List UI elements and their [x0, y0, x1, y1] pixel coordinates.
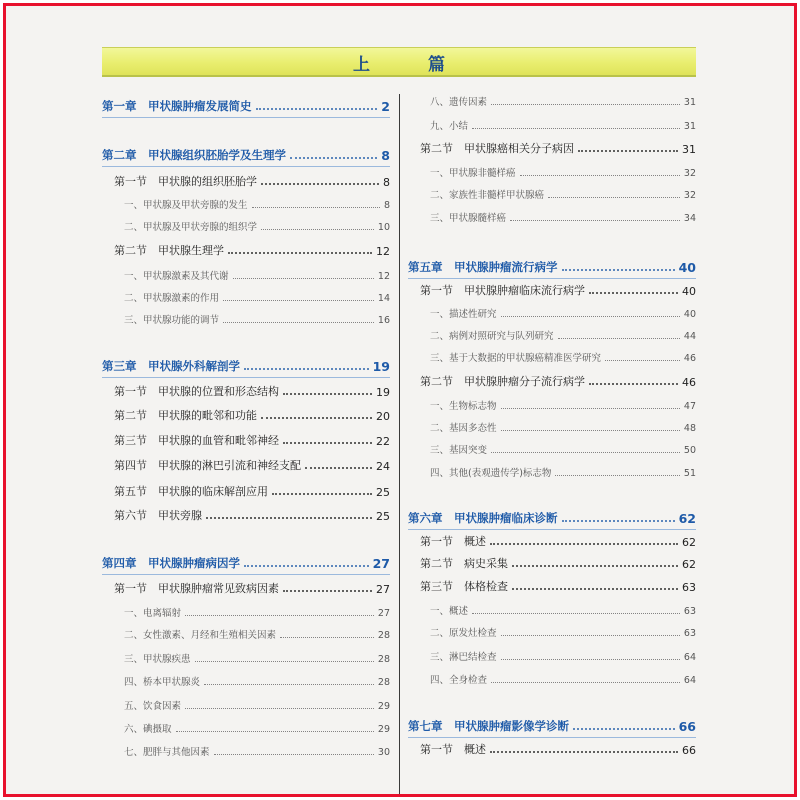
toc-entry-title: 第四章 甲状腺肿瘤病因学	[102, 556, 240, 570]
toc-entry-title: 五、饮食因素	[124, 701, 182, 712]
toc-sub-entry[interactable]	[408, 668, 696, 686]
toc-entry-title: 第一节 甲状腺的组织胚胎学	[114, 175, 257, 188]
toc-entry-title: 第一节 甲状腺的位置和形态结构	[114, 385, 279, 398]
dot-leader	[472, 128, 680, 129]
toc-sub-entry[interactable]	[408, 394, 696, 412]
dot-leader	[578, 150, 678, 152]
toc-entry-page: 62	[678, 511, 696, 526]
toc-sub-entry[interactable]	[102, 694, 390, 712]
toc-entry-title: 第三章 甲状腺外科解剖学	[102, 359, 240, 373]
toc-entry-title: 三、甲状腺疾患	[124, 654, 191, 665]
toc-entry-title: 第六节 甲状旁腺	[114, 509, 202, 522]
dot-leader	[283, 393, 372, 395]
toc-entry-title: 第五节 甲状腺的临床解剖应用	[114, 485, 268, 498]
dot-leader	[206, 517, 372, 519]
toc-entry-page: 12	[376, 245, 390, 258]
toc-entry-page: 63	[683, 606, 696, 617]
toc-entry-page: 8	[383, 200, 390, 211]
toc-entry-title: 二、甲状腺及甲状旁腺的组织学	[124, 222, 258, 233]
toc-section-entry[interactable]	[102, 381, 390, 399]
toc-entry-title: 九、小结	[430, 121, 469, 132]
toc-entry-title: 第三节 甲状腺的血管和毗邻神经	[114, 434, 279, 447]
toc-entry-title: 第七章 甲状腺肿瘤影像学诊断	[408, 719, 569, 733]
toc-entry-page: 62	[682, 536, 696, 549]
toc-entry-title: 一、概述	[430, 606, 469, 617]
dot-leader	[261, 183, 379, 185]
dot-leader	[305, 467, 372, 469]
toc-entry-page: 2	[381, 99, 390, 114]
toc-entry-page: 8	[381, 148, 390, 163]
dot-leader	[512, 565, 678, 567]
toc-sub-entry[interactable]	[408, 645, 696, 663]
toc-sub-entry[interactable]	[102, 740, 390, 758]
toc-entry-page: 64	[683, 675, 696, 686]
dot-leader	[512, 588, 678, 590]
toc-entry-page: 25	[376, 510, 390, 523]
toc-section-entry[interactable]	[408, 739, 696, 757]
toc-entry-title: 第二节 甲状腺肿瘤分子流行病学	[420, 375, 585, 388]
toc-entry-title: 一、甲状腺激素及其代谢	[124, 271, 229, 282]
toc-entry-title: 第二节 病史采集	[420, 557, 508, 570]
dot-leader	[244, 368, 369, 370]
toc-entry-page: 66	[678, 719, 696, 734]
toc-entry-title: 二、家族性非髓样甲状腺癌	[430, 190, 545, 201]
toc-section-entry[interactable]	[102, 430, 390, 448]
toc-entry-title: 六、碘摄取	[124, 724, 172, 735]
dot-leader	[510, 220, 680, 221]
dot-leader	[491, 682, 680, 683]
toc-entry-page: 66	[682, 744, 696, 757]
toc-entry-page: 8	[383, 176, 390, 189]
dot-leader	[261, 229, 374, 230]
toc-entry-title: 一、描述性研究	[430, 309, 497, 320]
toc-entry-page: 40	[682, 285, 696, 298]
dot-leader	[283, 590, 372, 592]
toc-entry-page: 27	[372, 556, 390, 571]
dot-leader	[223, 300, 374, 301]
toc-entry-title: 一、甲状腺非髓样癌	[430, 168, 516, 179]
toc-entry-page: 34	[683, 213, 696, 224]
toc-entry-title: 第五章 甲状腺肿瘤流行病学	[408, 260, 558, 274]
toc-entry-page: 28	[377, 630, 390, 641]
dot-leader	[280, 637, 374, 638]
dot-leader	[573, 728, 675, 730]
toc-entry-page: 29	[377, 724, 390, 735]
toc-entry-title: 四、桥本甲状腺炎	[124, 677, 201, 688]
column-divider	[399, 94, 400, 794]
toc-entry-page: 50	[683, 445, 696, 456]
dot-leader	[589, 383, 678, 385]
toc-entry-page: 16	[377, 315, 390, 326]
toc-sub-entry[interactable]	[408, 461, 696, 479]
toc-entry-page: 28	[377, 677, 390, 688]
dot-leader	[185, 708, 374, 709]
toc-sub-entry[interactable]	[102, 308, 390, 326]
dot-leader	[244, 565, 369, 567]
toc-sub-entry[interactable]	[102, 215, 390, 233]
toc-section-entry[interactable]	[102, 405, 390, 423]
toc-section-entry[interactable]	[102, 578, 390, 596]
toc-sub-entry[interactable]	[408, 161, 696, 179]
toc-sub-entry[interactable]	[408, 114, 696, 132]
dot-leader	[252, 207, 380, 208]
toc-sub-entry[interactable]	[408, 416, 696, 434]
toc-entry-title: 第一章 甲状腺肿瘤发展简史	[102, 99, 252, 113]
toc-entry-title: 八、遗传因素	[430, 97, 488, 108]
toc-sub-entry[interactable]	[102, 193, 390, 211]
toc-entry-title: 三、甲状腺髓样癌	[430, 213, 507, 224]
toc-entry-title: 第二节 甲状腺的毗邻和功能	[114, 409, 257, 422]
toc-entry-title: 第六章 甲状腺肿瘤临床诊断	[408, 511, 558, 525]
toc-entry-page: 40	[678, 260, 696, 275]
toc-entry-title: 三、基于大数据的甲状腺癌精准医学研究	[430, 353, 602, 364]
dot-leader	[490, 751, 678, 753]
toc-entry-page: 31	[683, 121, 696, 132]
toc-entry-title: 第二节 甲状腺癌相关分子病因	[420, 142, 574, 155]
toc-section-entry[interactable]	[102, 481, 390, 499]
toc-entry-page: 12	[377, 271, 390, 282]
toc-entry-page: 32	[683, 190, 696, 201]
toc-entry-title: 七、肥胖与其他因素	[124, 747, 210, 758]
toc-entry-page: 28	[377, 654, 390, 665]
toc-entry-title: 二、基因多态性	[430, 423, 497, 434]
toc-section-entry[interactable]	[408, 138, 696, 156]
toc-sub-entry[interactable]	[102, 717, 390, 735]
toc-entry-page: 46	[683, 353, 696, 364]
dot-leader	[176, 731, 374, 732]
toc-entry-title: 四、其他(表观遗传学)标志物	[430, 468, 552, 479]
toc-entry-title: 第二章 甲状腺组织胚胎学及生理学	[102, 148, 286, 162]
toc-chapter-entry[interactable]	[408, 716, 696, 734]
toc-entry-page: 40	[683, 309, 696, 320]
toc-entry-page: 32	[683, 168, 696, 179]
toc-entry-page: 27	[377, 608, 390, 619]
toc-sub-entry[interactable]	[102, 670, 390, 688]
toc-entry-title: 第一节 概述	[420, 535, 486, 548]
dot-leader	[605, 360, 680, 361]
toc-entry-page: 31	[682, 143, 696, 156]
dot-leader	[228, 252, 372, 254]
toc-sub-entry[interactable]	[408, 90, 696, 108]
toc-section-entry[interactable]	[102, 505, 390, 523]
toc-sub-entry[interactable]	[408, 302, 696, 320]
dot-leader	[472, 613, 680, 614]
toc-section-entry[interactable]	[102, 171, 390, 189]
toc-section-entry[interactable]	[408, 531, 696, 549]
dot-leader	[589, 292, 678, 294]
dot-leader	[491, 104, 680, 105]
dot-leader	[261, 417, 372, 419]
toc-entry-page: 62	[682, 558, 696, 571]
toc-entry-title: 一、甲状腺及甲状旁腺的发生	[124, 200, 248, 211]
dot-leader	[501, 316, 680, 317]
toc-entry-title: 四、全身检查	[430, 675, 488, 686]
toc-section-entry[interactable]	[102, 240, 390, 258]
toc-section-entry[interactable]	[408, 576, 696, 594]
dot-leader	[558, 338, 680, 339]
toc-entry-title: 三、甲状腺功能的调节	[124, 315, 220, 326]
toc-entry-title: 三、淋巴结检查	[430, 652, 497, 663]
toc-entry-page: 48	[683, 423, 696, 434]
toc-chapter-entry[interactable]	[408, 508, 696, 526]
dot-leader	[520, 175, 680, 176]
toc-entry-page: 47	[683, 401, 696, 412]
dot-leader	[195, 661, 374, 662]
dot-leader	[490, 543, 678, 545]
dot-leader	[290, 157, 377, 159]
toc-entry-title: 第三节 体格检查	[420, 580, 508, 593]
toc-entry-page: 14	[377, 293, 390, 304]
toc-entry-title: 二、原发灶检查	[430, 628, 497, 639]
toc-right-column	[408, 0, 696, 800]
toc-entry-page: 63	[683, 628, 696, 639]
toc-chapter-entry[interactable]	[102, 96, 390, 114]
toc-entry-page: 10	[377, 222, 390, 233]
toc-entry-title: 第一节 甲状腺肿瘤常见致病因素	[114, 582, 279, 595]
toc-entry-title: 第一节 甲状腺肿瘤临床流行病学	[420, 284, 585, 297]
toc-sub-entry[interactable]	[408, 438, 696, 456]
dot-leader	[555, 475, 679, 476]
toc-sub-entry[interactable]	[408, 599, 696, 617]
toc-entry-page: 44	[683, 331, 696, 342]
toc-section-entry[interactable]	[102, 455, 390, 473]
toc-entry-page: 22	[376, 435, 390, 448]
toc-entry-page: 19	[372, 359, 390, 374]
toc-sub-entry[interactable]	[102, 286, 390, 304]
dot-leader	[272, 493, 372, 495]
toc-entry-page: 19	[376, 386, 390, 399]
toc-entry-title: 三、基因突变	[430, 445, 488, 456]
toc-chapter-entry[interactable]	[102, 553, 390, 571]
dot-leader	[204, 684, 374, 685]
toc-section-entry[interactable]	[408, 280, 696, 298]
toc-entry-page: 31	[683, 97, 696, 108]
toc-entry-title: 二、女性激素、月经和生殖相关因素	[124, 630, 277, 641]
dot-leader	[562, 520, 675, 522]
toc-sub-entry[interactable]	[408, 324, 696, 342]
toc-entry-title: 二、病例对照研究与队列研究	[430, 331, 554, 342]
toc-sub-entry[interactable]	[102, 264, 390, 282]
toc-sub-entry[interactable]	[102, 647, 390, 665]
toc-section-entry[interactable]	[408, 371, 696, 389]
dot-leader	[214, 754, 374, 755]
dot-leader	[233, 278, 374, 279]
dot-leader	[256, 108, 378, 110]
toc-entry-page: 63	[682, 581, 696, 594]
toc-chapter-entry[interactable]	[102, 145, 390, 163]
dot-leader	[185, 615, 374, 616]
toc-entry-page: 51	[683, 468, 696, 479]
toc-entry-page: 30	[377, 747, 390, 758]
toc-sub-entry[interactable]	[102, 601, 390, 619]
toc-entry-page: 46	[682, 376, 696, 389]
toc-entry-title: 一、电离辐射	[124, 608, 182, 619]
dot-leader	[283, 442, 372, 444]
toc-sub-entry[interactable]	[408, 183, 696, 201]
dot-leader	[562, 269, 675, 271]
toc-sub-entry[interactable]	[408, 206, 696, 224]
toc-entry-page: 29	[377, 701, 390, 712]
dot-leader	[501, 659, 680, 660]
dot-leader	[223, 322, 374, 323]
toc-sub-entry[interactable]	[102, 623, 390, 641]
toc-entry-page: 24	[376, 460, 390, 473]
toc-chapter-entry[interactable]	[102, 356, 390, 374]
part-title: 上 篇	[353, 55, 471, 75]
toc-sub-entry[interactable]	[408, 346, 696, 364]
dot-leader	[491, 452, 680, 453]
toc-entry-title: 二、甲状腺激素的作用	[124, 293, 220, 304]
dot-leader	[501, 430, 680, 431]
toc-chapter-entry[interactable]	[408, 257, 696, 275]
toc-entry-page: 64	[683, 652, 696, 663]
dot-leader	[501, 408, 680, 409]
toc-entry-page: 20	[376, 410, 390, 423]
toc-entry-title: 第四节 甲状腺的淋巴引流和神经支配	[114, 459, 301, 472]
toc-sub-entry[interactable]	[408, 621, 696, 639]
toc-entry-title: 第二节 甲状腺生理学	[114, 244, 224, 257]
toc-entry-page: 25	[376, 486, 390, 499]
toc-entry-title: 一、生物标志物	[430, 401, 497, 412]
dot-leader	[501, 635, 680, 636]
toc-section-entry[interactable]	[408, 553, 696, 571]
toc-entry-page: 27	[376, 583, 390, 596]
toc-left-column	[102, 0, 390, 800]
dot-leader	[548, 197, 680, 198]
toc-entry-title: 第一节 概述	[420, 743, 486, 756]
